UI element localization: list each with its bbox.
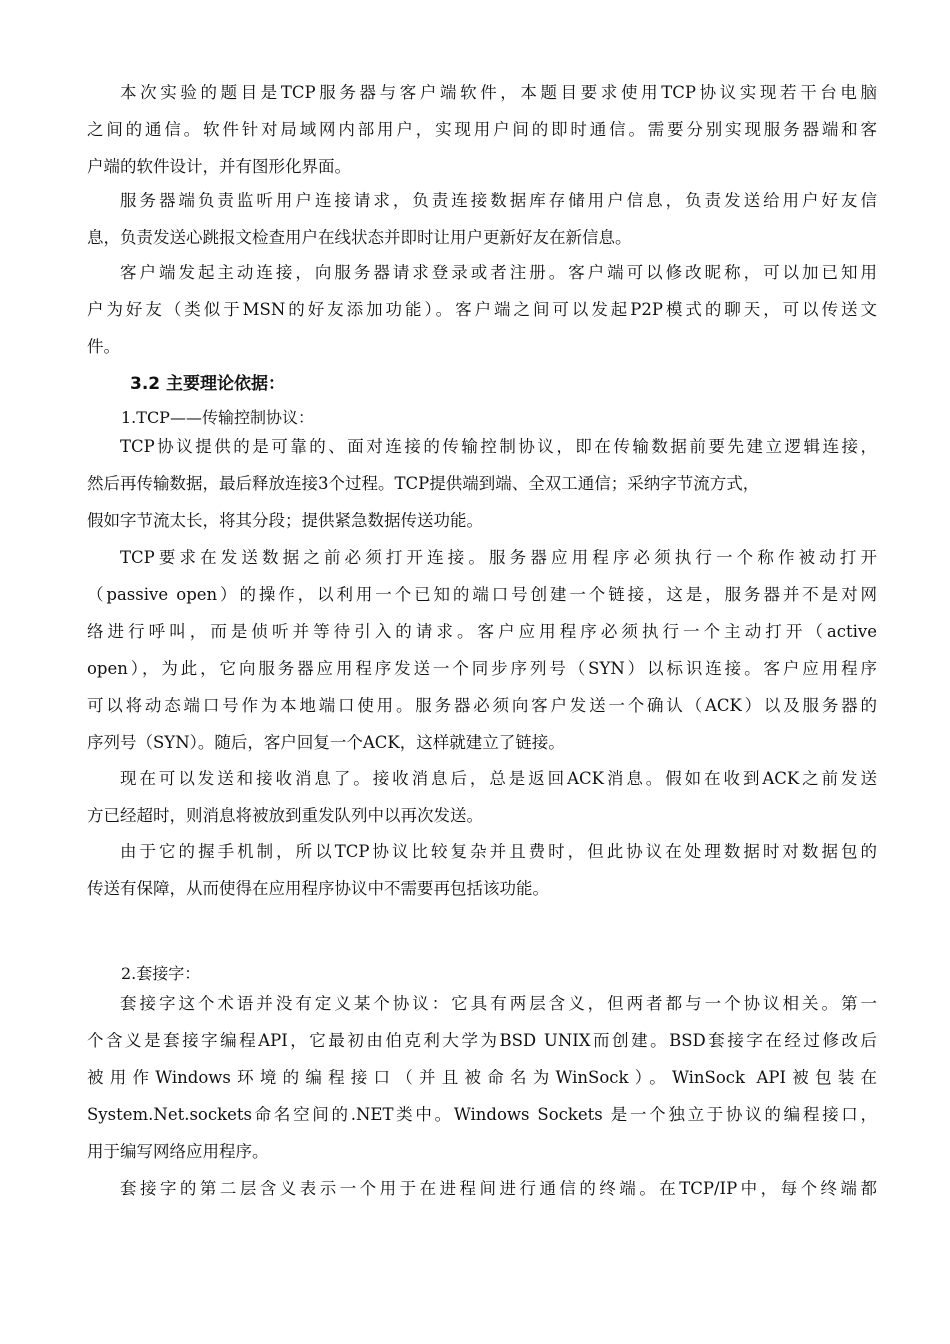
intro-paragraph-1	[87, 74, 877, 185]
tcp-paragraph-3	[87, 760, 877, 834]
text-line: 序列号（SYN）。随后，客户回复一个ACK，这样就建立了链接。	[87, 733, 565, 752]
text-line: open），为此，它向服务器应用程序发送一个同步序列号（SYN）以标识连接。客户应用程序	[87, 659, 877, 678]
tcp-paragraph-1	[87, 428, 877, 539]
text-line: TCP协议提供的是可靠的、面对连接的传输控制协议，即在传输数据前要先建立逻辑连接，	[120, 437, 877, 456]
socket-paragraph-2	[87, 1170, 877, 1207]
intro-paragraph-2	[87, 182, 877, 256]
text-line: 由于它的握手机制，所以TCP协议比较复杂并且费时，但此协议在处理数据时对数据包的	[120, 842, 877, 861]
text-line: 之间的通信。软件针对局域网内部用户，实现用户间的即时通信。需要分别实现服务器端和客	[87, 120, 877, 139]
tcp-paragraph-4	[87, 833, 877, 907]
text-line: 客户端发起主动连接，向服务器请求登录或者注册。客户端可以修改昵称，可以加已知用	[120, 263, 877, 282]
text-line: System.Net.sockets命名空间的.NET类中。Windows Sockets 是一个独立于协议的编程接口，	[87, 1105, 877, 1124]
text-line: 服务器端负责监听用户连接请求，负责连接数据库存储用户信息，负责发送给用户好友信	[120, 191, 877, 210]
text-line: 然后再传输数据，最后释放连接3个过程。TCP提供端到端、全双工通信；采纳字节流方式，	[87, 474, 760, 493]
text-line: 传送有保障，从而使得在应用程序协议中不需要再包括该功能。	[87, 879, 549, 898]
text-line: 套接字这个术语并没有定义某个协议：它具有两层含义，但两者都与一个协议相关。第一	[120, 994, 877, 1013]
socket-paragraph-1	[87, 985, 877, 1170]
section-heading: 3.2 主要理论依据：	[130, 374, 286, 394]
text-line: 方已经超时，则消息将被放到重发队列中以再次发送。	[87, 806, 483, 825]
text-line: 套接字的第二层含义表示一个用于在进程间进行通信的终端。在TCP/IP中，每个终端都	[120, 1179, 877, 1198]
tcp-subheading: 1.TCP——传输控制协议：	[121, 408, 314, 427]
text-line: 本次实验的题目是TCP服务器与客户端软件，本题目要求使用TCP协议实现若干台电脑	[120, 83, 877, 102]
text-line: （passive open）的操作，以利用一个已知的端口号创建一个链接，这是，服务器并不是对网	[87, 585, 877, 604]
text-line: 被用作Windows环境的编程接口（并且被命名为WinSock）。WinSock API被包装在	[87, 1068, 877, 1087]
text-line: 件。	[87, 337, 120, 356]
tcp-paragraph-2	[87, 539, 877, 761]
text-line: 络进行呼叫，而是侦听并等待引入的请求。客户应用程序必须执行一个主动打开（active	[87, 622, 877, 641]
text-line: 息，负责发送心跳报文检查用户在线状态并即时让用户更新好友在新信息。	[87, 228, 632, 247]
text-line: TCP要求在发送数据之前必须打开连接。服务器应用程序必须执行一个称作被动打开	[120, 548, 877, 567]
text-line: 可以将动态端口号作为本地端口使用。服务器必须向客户发送一个确认（ACK）以及服务器的	[87, 696, 877, 715]
text-line: 户端的软件设计，并有图形化界面。	[87, 157, 351, 176]
intro-paragraph-3	[87, 254, 877, 365]
socket-subheading: 2.套接字：	[121, 964, 201, 983]
text-line: 现在可以发送和接收消息了。接收消息后，总是返回ACK消息。假如在收到ACK之前发送	[120, 769, 877, 788]
text-line: 户为好友（类似于MSN的好友添加功能）。客户端之间可以发起P2P模式的聊天，可以传送文	[87, 300, 877, 319]
text-line: 假如字节流太长，将其分段；提供紧急数据传送功能。	[87, 511, 483, 530]
text-line: 个含义是套接字编程API，它最初由伯克利大学为BSD UNIX而创建。BSD套接字在经过修改后	[87, 1031, 877, 1050]
text-line: 用于编写网络应用程序。	[87, 1142, 269, 1161]
